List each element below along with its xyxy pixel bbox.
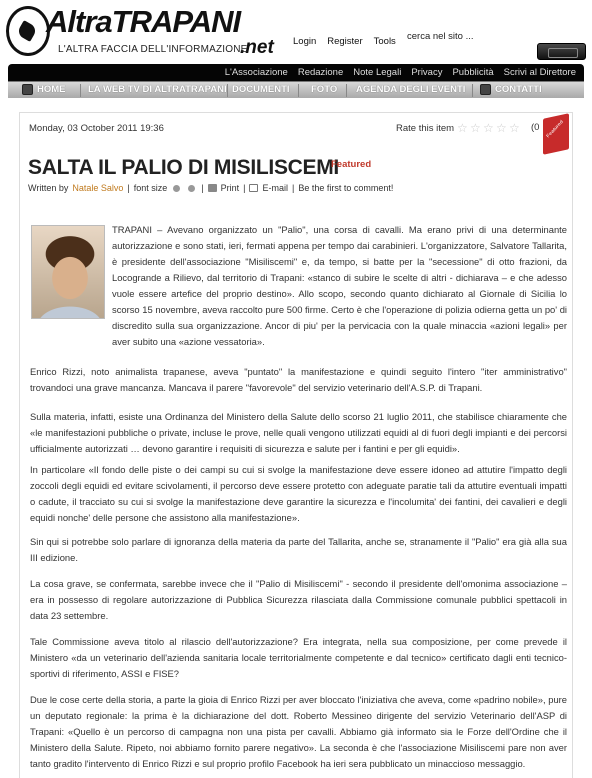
- star-icon[interactable]: ☆: [496, 121, 507, 135]
- article-date: Monday, 03 October 2011 19:36: [29, 123, 164, 134]
- nav-agenda[interactable]: [356, 84, 465, 95]
- article-paragraph: La cosa grave, se confermata, sarebbe invece che il "Palio di Misiliscemi" - secondo il presidente dell'omonima associazione – era in possesso di regolare autorizzazione di Pubblica Sicurezza rilasciata dalla Commissione comunale pubblici spettacoli in data 23 settembre.: [30, 578, 567, 621]
- font-size-label: font size: [133, 183, 168, 193]
- nav-note-legali[interactable]: Note Legali: [353, 67, 402, 78]
- star-icon[interactable]: ☆: [470, 121, 481, 135]
- article-paragraph: TRAPANI – Avevano organizzato un "Palio", una corsa di cavalli. Ma erano privi di una determinante autorizzazione e sono stati, ieri, fermati appena per tempo dai carabinieri. L'organizzatore, Salvatore Tallarita, è presidente dell'associazione "Misiliscemi" e, da tempo, si batte per la "secessione" di otto frazioni, da Locogrande a Rilievo, dal territorio di Trapani: «stanco di subire le scelte di altri - dichiarava – e che adesso vuole essere artefice del proprio destino». Allo scopo, secondo quanto dichiarato al Giornale di Sicilia lo scorso 15 novembre, aveva raccolto pure 500 firme. Certo è che l'operazione di polizia odierna getta un po' di discredito sulla sua organizzazione. Ancor di piu' per la pervicacia con la quale minaccia «azioni legali» per aver subito una «azione vessatoria».: [112, 224, 567, 347]
- nav-contatti[interactable]: [480, 84, 542, 95]
- star-icon[interactable]: ☆: [457, 121, 468, 135]
- article-title: SALTA IL PALIO DI MISILISCEMI: [28, 156, 339, 179]
- nav-documenti[interactable]: [232, 84, 290, 95]
- logo-tagline: L'ALTRA FACCIA DELL'INFORMAZIONE: [58, 44, 248, 55]
- main-nav: [8, 81, 584, 98]
- nav-divider: [472, 84, 473, 97]
- email-icon[interactable]: [249, 184, 258, 192]
- font-increase-icon[interactable]: [188, 185, 195, 192]
- article-paragraph: In particolare «Il fondo delle piste o dei campi su cui si svolge la manifestazione deve essere idoneo ad attutire l'impatto degli zoccoli degli equidi ed evitare scivolamenti, il percorso deve essere protetto con adeguate paratie tali da attutire eventuali impatti o cadute, il tracciato su cui si svolge la manifestazione deve garantire la sicurezza e l'incolumita' dei fantini, dei cavalieri e degli equidi nonche' delle persone che assistono alla manifestazione».: [30, 464, 567, 523]
- secondary-nav: [8, 64, 584, 81]
- nav-agenda-label: AGENDA DEGLI EVENTI: [356, 84, 466, 95]
- top-links: [293, 36, 396, 47]
- nav-web-tv[interactable]: [88, 84, 227, 95]
- logo-suffix: .net: [240, 37, 274, 58]
- article-paragraph: Enrico Rizzi, noto animalista trapanese, aveva "puntato" la manifestazione e quindi seguito l'intero "iter amministrativo" trovandoci una grave mancanza. Mancava il parere "favorevole" del servizio veterinario dell'A.S.P. di Trapani.: [30, 366, 567, 393]
- rate-label: Rate this item: [396, 123, 455, 134]
- mail-icon: [480, 84, 491, 95]
- article-paragraph: Tale Commissione aveva titolo al rilascio dell'autorizzazione? Era integrata, nella sua composizione, per come prevede il Ministero «da un veterinario dell'azienda sanitaria locale territorialmente competente e dal tecnico» certificato dagli enti tecnico-sportivi di riferimento, ASSI e FISE?: [30, 636, 567, 679]
- nav-foto[interactable]: [311, 84, 337, 95]
- home-icon: [22, 84, 33, 95]
- nav-associazione[interactable]: L'Associazione: [224, 67, 288, 78]
- star-icon[interactable]: ☆: [509, 121, 520, 135]
- star-icon[interactable]: ☆: [483, 121, 494, 135]
- featured-label: Featured: [331, 159, 372, 170]
- nav-redazione[interactable]: Redazione: [297, 67, 344, 78]
- register-link[interactable]: Register: [327, 36, 363, 47]
- tools-link[interactable]: Tools: [373, 36, 396, 47]
- print-link[interactable]: Print: [220, 183, 240, 193]
- nav-pubblicita[interactable]: Pubblicità: [452, 67, 494, 78]
- nav-divider: [298, 84, 299, 97]
- nav-contatti-label: CONTATTI: [495, 84, 542, 95]
- featured-ribbon-text: Featured: [545, 119, 565, 140]
- site-logo[interactable]: [6, 4, 296, 60]
- nav-documenti-label: DOCUMENTI: [232, 84, 290, 95]
- comment-link[interactable]: Be the first to comment!: [298, 183, 394, 193]
- login-link[interactable]: Login: [293, 36, 317, 47]
- site-header: [0, 0, 592, 64]
- rating-stars[interactable]: [457, 122, 521, 134]
- nav-scrivi-direttore[interactable]: Scrivi al Direttore: [503, 67, 576, 78]
- search-button[interactable]: [537, 43, 586, 60]
- featured-ribbon: [543, 113, 569, 155]
- logo-text: AltraTRAPANI: [46, 4, 241, 39]
- article-paragraph: Sin qui si potrebbe solo parlare di ignoranza della materia da parte del Tallarita, anche se, stranamente il "Palio" era già alla sua III edizione.: [30, 536, 567, 563]
- article-byline: Written by Natale Salvo | font size | Print | E-mail | Be the first to comment!: [28, 183, 394, 193]
- nav-divider: [80, 84, 81, 97]
- nav-web-tv-label: LA WEB TV DI ALTRATRAPANI: [88, 84, 227, 95]
- print-icon[interactable]: [208, 184, 217, 192]
- rating-count: (0: [531, 122, 540, 133]
- author-link[interactable]: Natale Salvo: [72, 183, 124, 193]
- nav-home-label: HOME: [37, 84, 66, 95]
- nav-home[interactable]: [22, 84, 66, 95]
- nav-privacy[interactable]: Privacy: [411, 67, 443, 78]
- logo-emblem-icon: [6, 6, 50, 56]
- article-paragraph: Sulla materia, infatti, esiste una Ordinanza del Ministero della Salute dello scorso 21 luglio 2011, che stabilisce chiaramente che «le manifestazioni pubbliche o private, incluse le prove, nelle quali vengono utilizzati equidi al di fuori degli impianti e dei percorsi ufficialmente autorizzati … devono garantire i requisiti di sicurezza e salute per i fantini e per gli equidi».: [30, 411, 567, 454]
- email-link[interactable]: E-mail: [262, 183, 288, 193]
- written-by-label: Written by: [28, 183, 69, 193]
- article-paragraph: Due le cose certe della storia, a parte la gioia di Enrico Rizzi per aver bloccato l'iniziativa che aveva, come «padrino nobile», pure un deputato regionale: la prima è la dichiarazione del dott. Roberto Messineo dirigente del servizio Veterinario dell'ASP di Trapani: «Quello è un percorso di campagna non una pista per cavalli. Abbiamo già informato sia le Forze dell'Ordine che il Ministero della Salute. Ripeto, noi abbiamo fornito parere negativo». La seconda è che l'associazione Misiliscemi pare non aver tanto gradito l'intervento di Enrico Rizzi e sul proprio profilo Facebook ha ieri sera pubblicato un minaccioso messaggio.: [30, 694, 567, 769]
- nav-divider: [227, 84, 228, 97]
- article-photo: [31, 225, 105, 319]
- nav-foto-label: FOTO: [311, 84, 338, 95]
- search-input[interactable]: cerca nel sito ...: [407, 31, 474, 42]
- nav-divider: [346, 84, 347, 97]
- font-decrease-icon[interactable]: [173, 185, 180, 192]
